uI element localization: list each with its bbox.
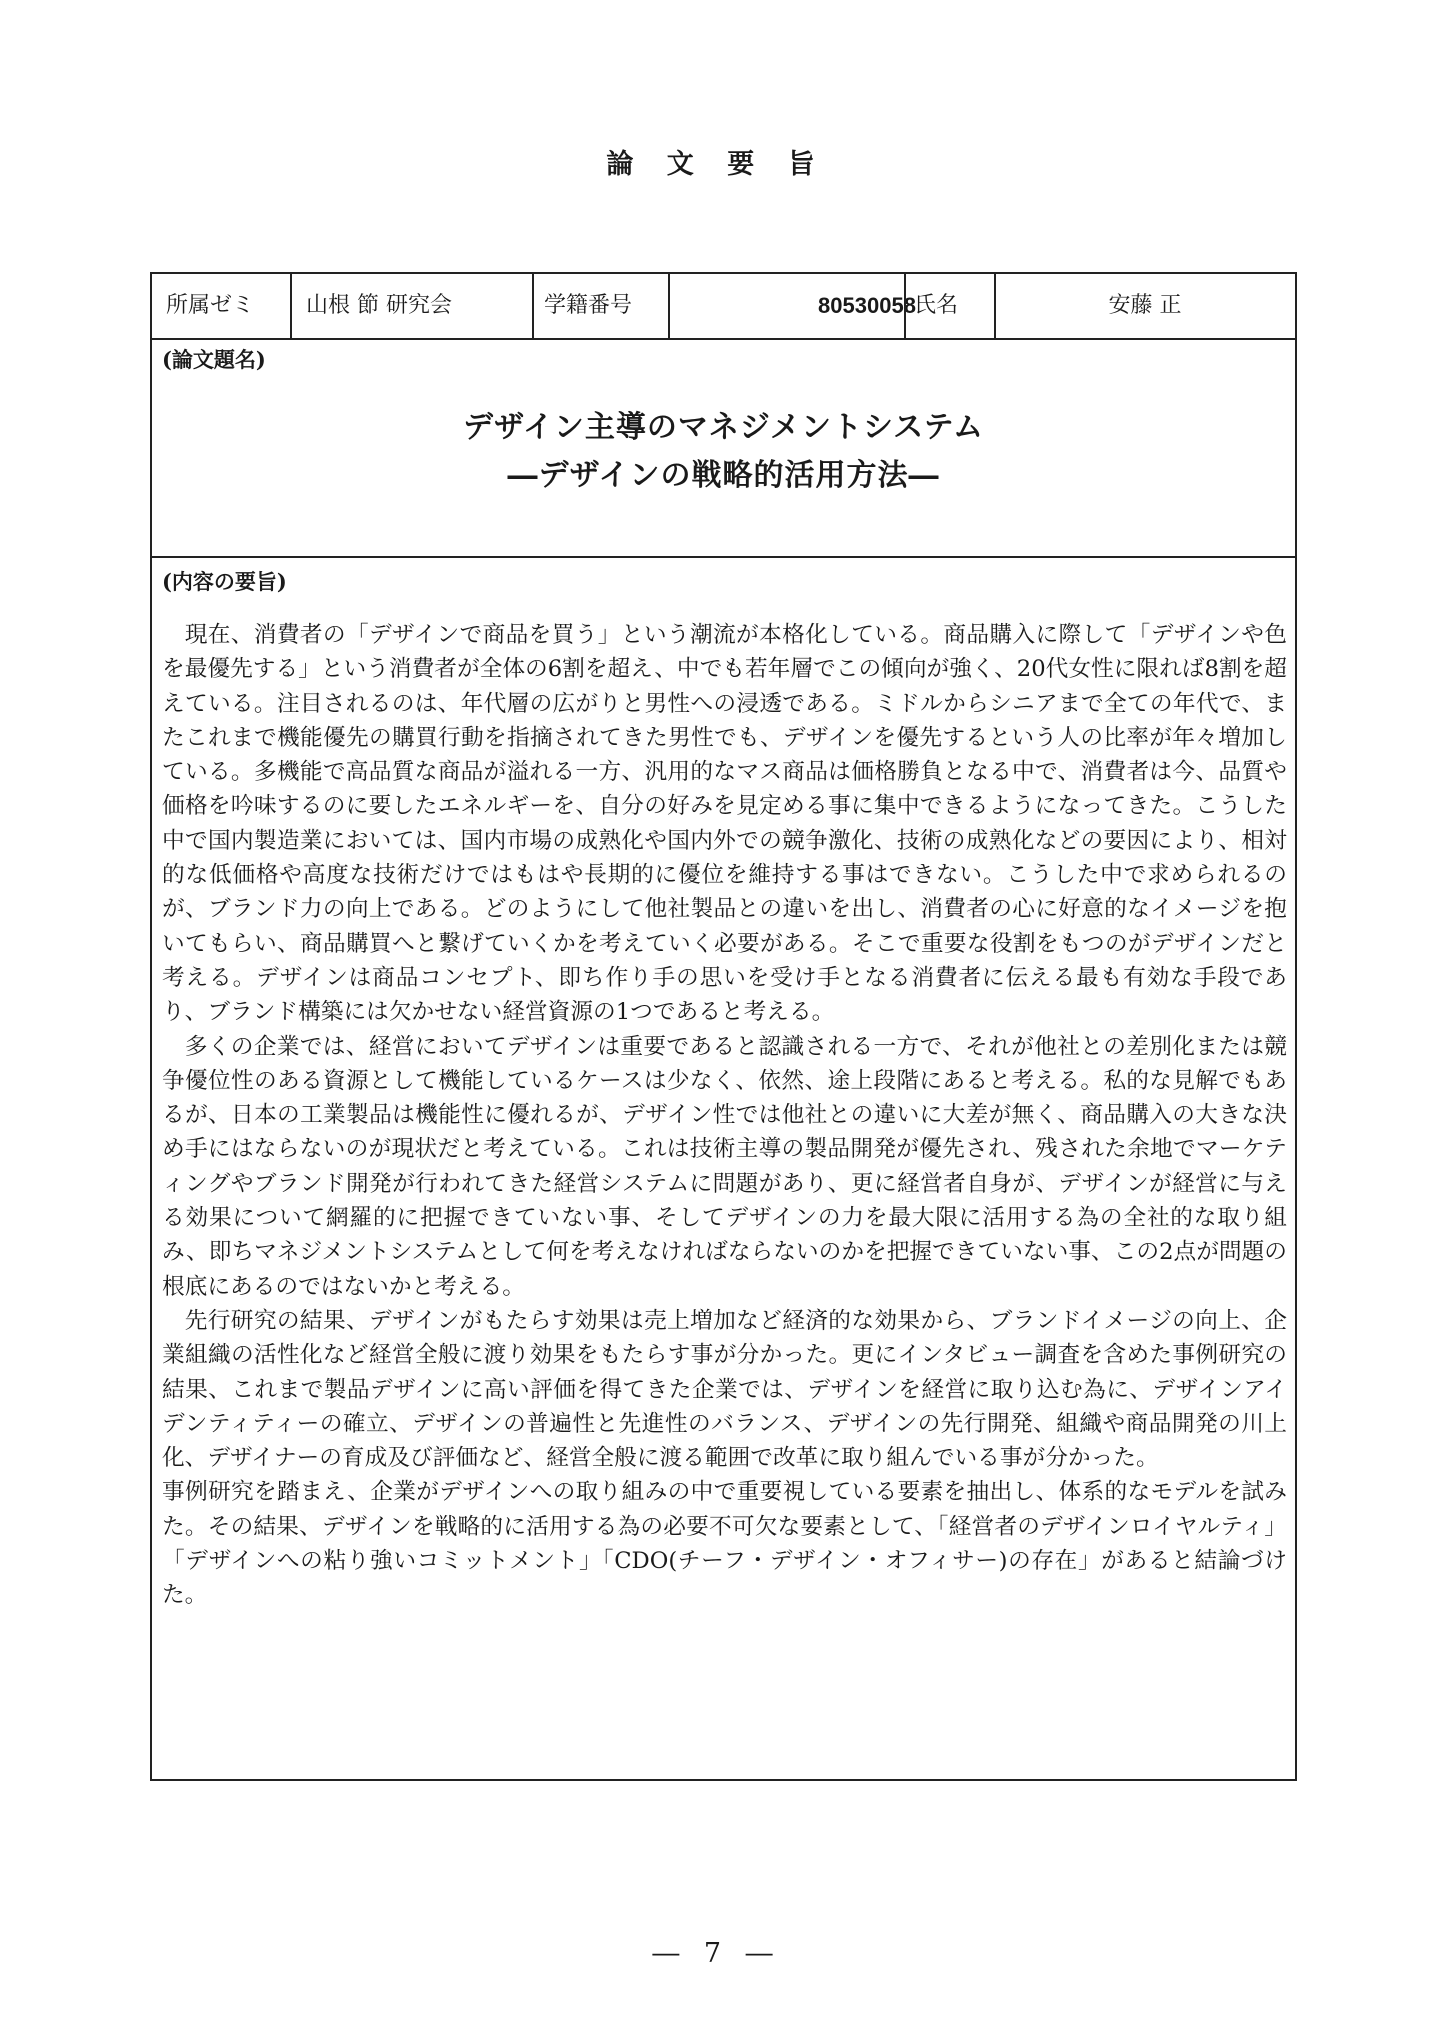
summary-paragraph: 現在、消費者の「デザインで商品を買う」という潮流が本格化している。商品購入に際して「デザインや色を最優先する」という消費者が全体の6割を超え、中でも若年層でこの傾向が強く、20代女性に限れば8割を超えている。注目されるのは、年代層の広がりと男性への浸透である。ミドルからシニアまで全ての年代で、またこれまで機能優先の購買行動を指摘されてきた男性でも、デザインを優先するという人の比率が年々増加している。多機能で高品質な商品が溢れる一方、汎用的なマス商品は価格勝負となる中で、消費者は今、品質や価格を吟味するのに要したエネルギーを、自分の好みを見定める事に集中できるようになってきた。こうした中で国内製造業においては、国内市場の成熟化や国内外での競争激化、技術の成熟化などの要因により、相対的な低価格や高度な技術だけではもはや長期的に優位を維持する事はできない。こうした中で求められるのが、ブランド力の向上である。どのようにして他社製品との違いを出し、消費者の心に好意的なイメージを抱いてもらい、商品購買へと繋げていくかを考えていく必要がある。そこで重要な役割をもつのがデザインだと考える。デザインは商品コンセプト、即ち作り手の思いを受け手となる消費者に伝える最も有効な手段であり、ブランド構築には欠かせない経営資源の1つであると考える。 [162, 622, 1287, 1026]
thesis-main-title: デザイン主導のマネジメントシステム [463, 410, 984, 445]
title-section [152, 340, 1295, 558]
cell-divider [532, 274, 534, 338]
document-heading: 論 文 要 旨 [606, 149, 827, 180]
name-value: 安藤 正 [1108, 293, 1182, 318]
title-label: (論文題名) [162, 347, 266, 372]
cell-divider [290, 274, 292, 338]
summary-section [152, 558, 1295, 1779]
name-label: 氏名 [914, 293, 959, 318]
seminar-label: 所属ゼミ [166, 293, 255, 318]
summary-paragraph: 先行研究の結果、デザインがもたらす効果は売上増加など経済的な効果から、ブランドイメージの向上、企業組織の活性化など経営全般に渡り効果をもたらす事が分かった。更にインタビュー調査を含めた事例研究の結果、これまで製品デザインに高い評価を得てきた企業では、デザインを経営に取り込む為に、デザインアイデンティティーの確立、デザインの普遍性と先進性のバランス、デザインの先行開発、組織や商品開発の川上化、デザイナーの育成及び評価など、経営全般に渡る範囲で改革に取り組んでいる事が分かった。 [162, 1307, 1287, 1472]
summary-paragraph: 多くの企業では、経営においてデザインは重要であると認識される一方で、それが他社との差別化または競争優位性のある資源として機能しているケースは少なく、依然、途上段階にあると考える。私的な見解でもあるが、日本の工業製品は機能性に優れるが、デザイン性では他社との違いに大差が無く、商品購入の大きな決め手にはならないのが現状だと考えている。これは技術主導の製品開発が優先され、残された余地でマーケティングやブランド開発が行われてきた経営システムに問題があり、更に経営者自身が、デザインが経営に与える効果について網羅的に把握できていない事、そしてデザインの力を最大限に活用する為の全社的な取り組み、即ちマネジメントシステムとして何を考えなければならないのかを把握できていない事、この2点が問題の根底にあるのではないかと考える。 [162, 1033, 1287, 1300]
page-number: ― 7 ― [652, 1938, 781, 1969]
cell-divider [668, 274, 670, 338]
summary-paragraph: 事例研究を踏まえ、企業がデザインへの取り組みの中で重要視している要素を抽出し、体系的なモデルを試みた。その結果、デザインを戦略的に活用する為の必要不可欠な要素として、「経営者のデザインロイヤルティ」「デザインへの粘り強いコミットメント」「CDO(チーフ・デザイン・オフィサー)の存在」があると結論づけた。 [162, 1479, 1287, 1609]
student-id-value: 80530058 [818, 293, 916, 318]
cell-divider [904, 274, 906, 338]
student-id-label: 学籍番号 [544, 293, 633, 318]
thesis-subtitle: ―デザインの戦略的活用方法― [507, 458, 940, 493]
info-row [152, 274, 1295, 340]
summary-label: (内容の要旨) [162, 569, 287, 594]
summary-form [150, 272, 1297, 1781]
seminar-value: 山根 節 研究会 [306, 293, 452, 318]
summary-body [162, 618, 1287, 1613]
